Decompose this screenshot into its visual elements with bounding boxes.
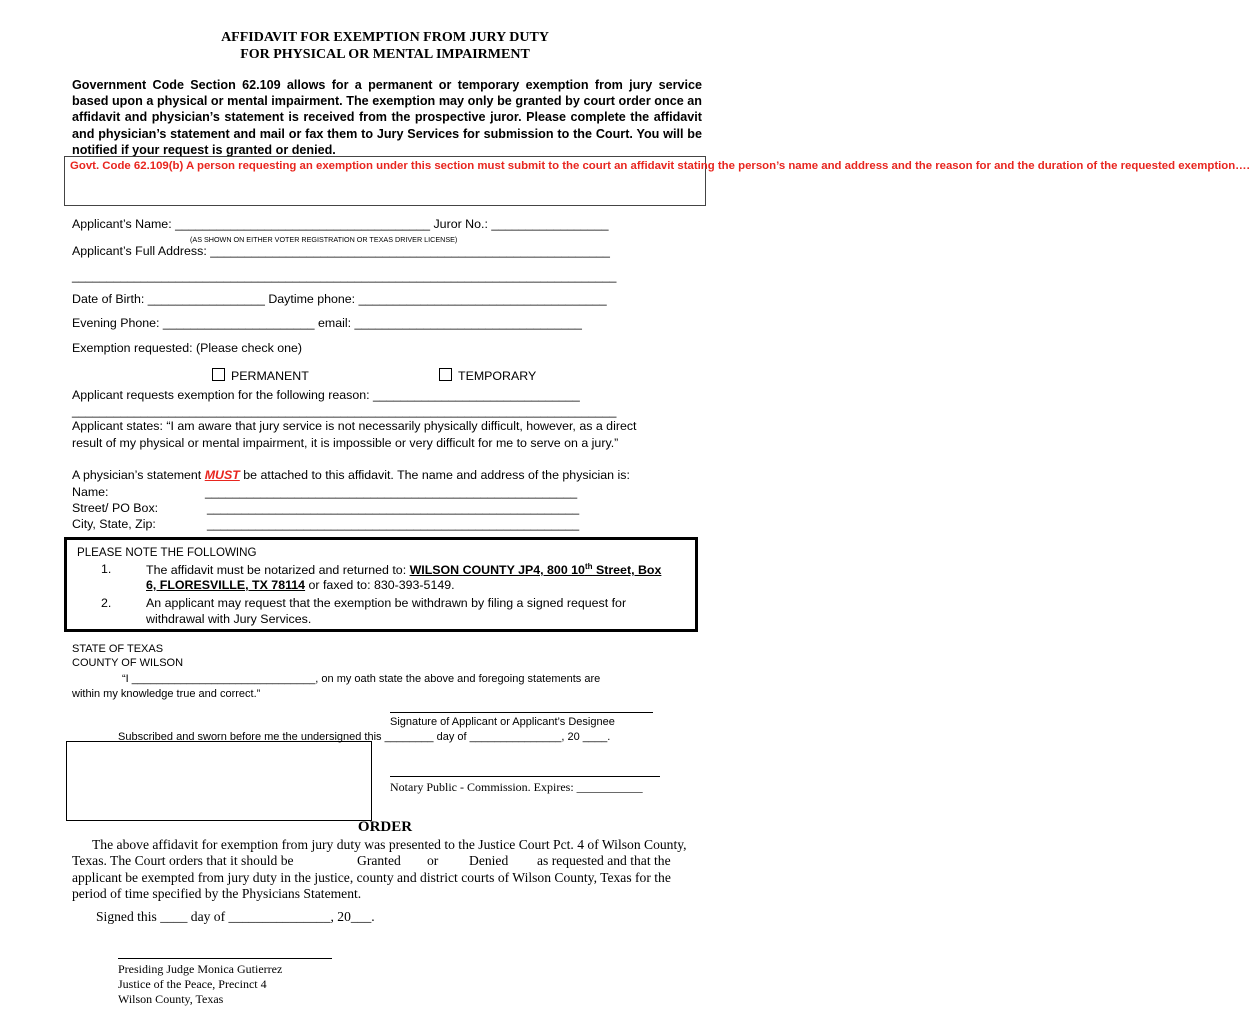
judge-title: Justice of the Peace, Precinct 4 — [118, 977, 267, 991]
applicant-name-note: (AS SHOWN ON EITHER VOTER REGISTRATION OR TEXAS DRIVER LICENSE) — [190, 235, 458, 244]
order-line3: applicant be exempted from jury duty in the justice, county and district courts of Wilson County, Texas for the — [72, 870, 671, 885]
note-item1-fax: or faxed to: 830-393-5149. — [305, 578, 455, 592]
order-line2a: Texas. The Court orders that it should be — [72, 853, 294, 868]
physician-city-field[interactable]: ______________________________________________________ — [207, 517, 580, 531]
applicant-name-field[interactable]: Applicant’s Name: _____________________________________ Juror No.: _________________ — [72, 217, 609, 231]
note-item1-text: The affidavit must be notarized and returned to: — [146, 563, 410, 578]
form-title-line2: FOR PHYSICAL OR MENTAL IMPAIRMENT — [240, 47, 530, 62]
physician-must: MUST — [204, 468, 240, 482]
please-note-box — [64, 537, 698, 632]
judge-name: Presiding Judge Monica Gutierrez — [118, 962, 283, 976]
physician-post: be attached to this affidavit. The name and address of the physician is: — [239, 468, 630, 482]
full-address-field[interactable]: Applicant’s Full Address: __________________________________________________________ — [72, 244, 610, 258]
notary-label: Notary Public - Commission. Expires: ___________ — [390, 780, 643, 794]
physician-name-label: Name: — [72, 485, 109, 499]
order-line4: period of time specified by the Physicians Statement. — [72, 886, 362, 901]
dob-phone-field[interactable]: Date of Birth: _________________ Daytime phone: ____________________________________ — [72, 292, 607, 306]
note-item1-line2 — [146, 578, 455, 592]
county-label: COUNTY OF WILSON — [72, 657, 184, 669]
note-item1-line1 — [146, 562, 661, 577]
reason-line2-field[interactable]: _______________________________________________________________________________ — [72, 404, 617, 418]
oath-line2: within my knowledge true and correct.” — [72, 688, 261, 700]
physician-name-field[interactable]: ______________________________________________________ — [205, 485, 578, 499]
govt-code-note: Govt. Code 62.109(b) A person requesting an exemption under this section must submit to the court an affidavit stating the person’s name and address and the reason for and the duration of the requested exemption…. — [70, 160, 1250, 172]
order-granted[interactable]: Granted — [357, 853, 401, 868]
oath-line1: “I ______________________________, on my oath state the above and foregoing statements are — [122, 673, 601, 685]
notary-signature-line[interactable] — [390, 776, 660, 777]
exemption-requested-label: Exemption requested: (Please check one) — [72, 341, 303, 355]
please-note-heading: PLEASE NOTE THE FOLLOWING — [77, 546, 257, 559]
physician-street-field[interactable]: ______________________________________________________ — [207, 501, 580, 515]
signed-line: Signed this ____ day of _______________, 20___. — [96, 909, 375, 924]
order-line1: The above affidavit for exemption from jury duty was presented to the Justice Court Pct. 4 of Wilson County, — [92, 837, 687, 852]
address-line2-field[interactable]: _______________________________________________________________________________ — [72, 269, 617, 283]
temporary-option[interactable] — [439, 368, 536, 383]
state-label: STATE OF TEXAS — [72, 643, 164, 655]
note-item1-address-cont: 6, FLORESVILLE, TX 78114 — [146, 578, 306, 592]
temporary-checkbox[interactable] — [439, 368, 452, 381]
temporary-label: TEMPORARY — [458, 369, 537, 383]
physician-street-label: Street/ PO Box: — [72, 501, 159, 515]
note-item1-number: 1. — [101, 562, 112, 576]
order-denied[interactable]: Denied — [469, 853, 509, 868]
judge-county: Wilson County, Texas — [118, 992, 224, 1006]
applicant-states-line1: Applicant states: “I am aware that jury service is not necessarily physically difficult, however, as a direct — [72, 419, 637, 433]
evening-email-field[interactable]: Evening Phone: ______________________ email: _________________________________ — [72, 316, 582, 330]
judge-signature-line[interactable] — [118, 958, 332, 959]
signature-line[interactable] — [390, 712, 653, 713]
form-title-line1: AFFIDAVIT FOR EXEMPTION FROM JURY DUTY — [221, 30, 549, 45]
subscribed-line: Subscribed and sworn before me the undersigned this ________ day of _______________, 20 ____. — [118, 731, 611, 743]
intro-paragraph: Government Code Section 62.109 allows for a permanent or temporary exemption from jury service based upon a physical or mental impairment. The exemption may only be granted by court order once an affidavit and physician’s statement is received from the prospective juror. Please complete the affidavit and physician’s statement and mail or fax them to Jury Services for submission to the Court. You will be notified if your request is granted or denied. — [72, 78, 702, 157]
govt-code-box — [64, 156, 1250, 206]
order-line2b: as requested and that the — [537, 853, 671, 868]
note-item2-line2: withdrawal with Jury Services. — [146, 612, 312, 626]
physician-statement — [72, 468, 630, 482]
reason-field[interactable]: Applicant requests exemption for the following reason: ______________________________ — [72, 388, 580, 402]
physician-pre: A physician’s statement — [72, 468, 205, 482]
note-item2-number: 2. — [101, 596, 112, 610]
permanent-checkbox[interactable] — [212, 368, 225, 381]
note-item1-address: WILSON COUNTY JP4, 800 10th Street, Box — [409, 562, 662, 578]
applicant-states-line2: result of my physical or mental impairment, it is impossible or very difficult for me to serve on a jury.” — [72, 436, 619, 450]
physician-city-label: City, State, Zip: — [72, 517, 156, 531]
note-item2-line1: An applicant may request that the exemption be withdrawn by filing a signed request for — [146, 596, 627, 610]
order-or: or — [427, 853, 439, 868]
order-heading: ORDER — [357, 819, 413, 835]
signature-label: Signature of Applicant or Applicant’s Designee — [390, 716, 615, 728]
permanent-label: PERMANENT — [231, 369, 309, 383]
permanent-option[interactable] — [212, 368, 309, 383]
notary-seal-box — [66, 741, 372, 821]
